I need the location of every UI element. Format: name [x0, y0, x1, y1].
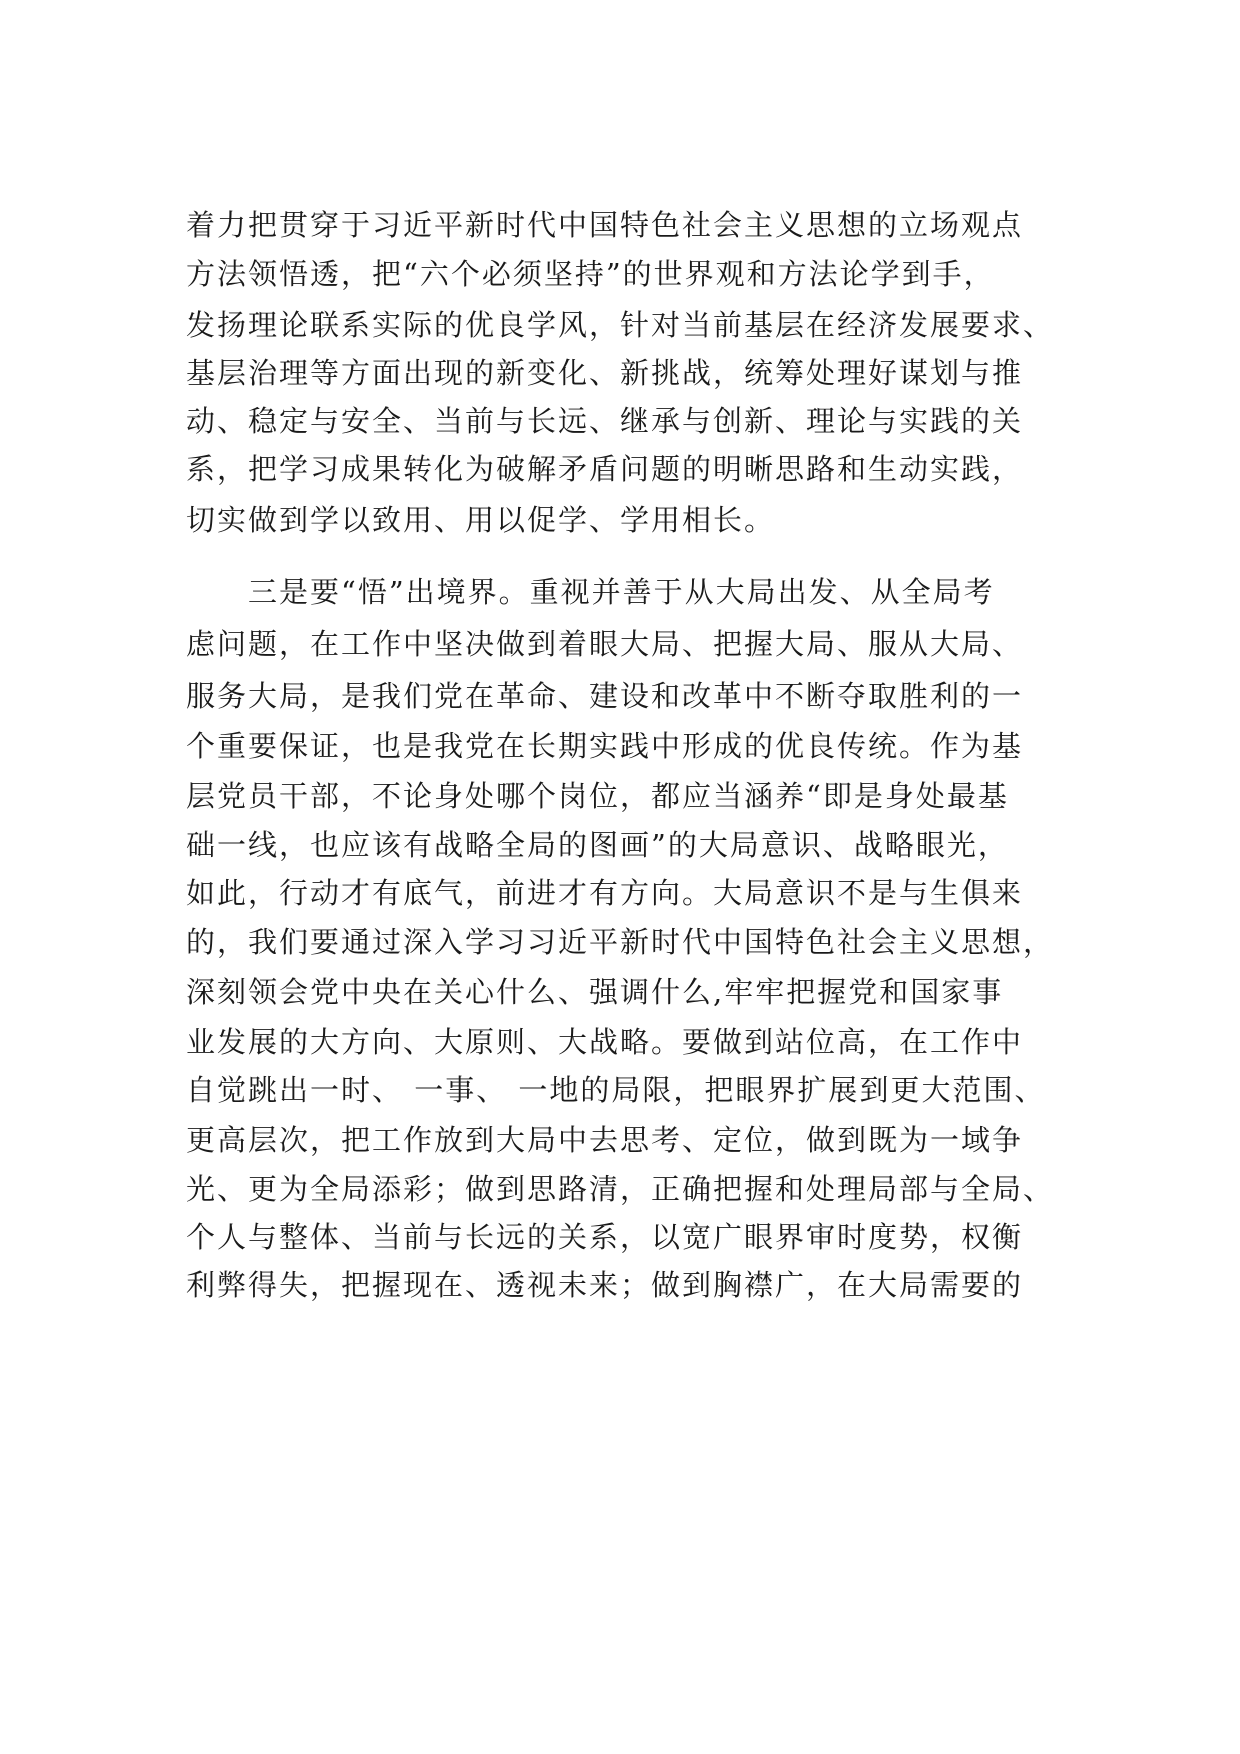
text-line: 个人与整体、当前与长远的关系，以宽广眼界审时度势，权衡	[186, 1220, 1024, 1254]
text-line: 层党员干部，不论身处哪个岗位，都应当涵养“即是身处最基	[186, 779, 1009, 813]
text-line: 方法领悟透，把“六个必须坚持”的世界观和方法论学到手，	[186, 257, 995, 291]
text-line: 更高层次，把工作放到大局中去思考、定位，做到既为一域争	[186, 1123, 1024, 1157]
text-line: 如此，行动才有底气，前进才有方向。大局意识不是与生俱来	[186, 876, 1024, 910]
text-line: 利弊得失，把握现在、透视未来；做到胸襟广，在大局需要的	[186, 1268, 1024, 1302]
text-line: 个重要保证，也是我党在长期实践中形成的优良传统。作为基	[186, 729, 1024, 763]
text-line: 业发展的大方向、大原则、大战略。要做到站位高，在工作中	[186, 1025, 1024, 1059]
text-line: 动、稳定与安全、当前与长远、继承与创新、理论与实践的关	[186, 404, 1024, 438]
text-line: 发扬理论联系实际的优良学风，针对当前基层在经济发展要求、	[186, 308, 1055, 342]
text-line: 三是要“悟”出境界。重视并善于从大局出发、从全局考	[248, 575, 995, 609]
text-line: 的，我们要通过深入学习习近平新时代中国特色社会主义思想，	[186, 925, 1055, 959]
text-line: 切实做到学以致用、用以促学、学用相长。	[186, 503, 776, 537]
text-line: 着力把贯穿于习近平新时代中国特色社会主义思想的立场观点	[186, 208, 1024, 242]
text-line: 系，把学习成果转化为破解矛盾问题的明晰思路和生动实践，	[186, 452, 1024, 486]
text-line: 自觉跳出一时、 一事、 一地的局限，把眼界扩展到更大范围、	[186, 1073, 1046, 1107]
text-line: 服务大局，是我们党在革命、建设和改革中不断夺取胜利的一	[186, 679, 1024, 713]
text-line: 虑问题，在工作中坚决做到着眼大局、把握大局、服从大局、	[186, 627, 1024, 661]
text-line: 基层治理等方面出现的新变化、新挑战，统筹处理好谋划与推	[186, 356, 1024, 390]
text-line: 光、更为全局添彩；做到思路清，正确把握和处理局部与全局、	[186, 1172, 1055, 1206]
text-line: 深刻领会党中央在关心什么、强调什么,牢牢把握党和国家事	[186, 975, 1004, 1009]
text-line: 础一线，也应该有战略全局的图画”的大局意识、战略眼光，	[186, 828, 1009, 862]
